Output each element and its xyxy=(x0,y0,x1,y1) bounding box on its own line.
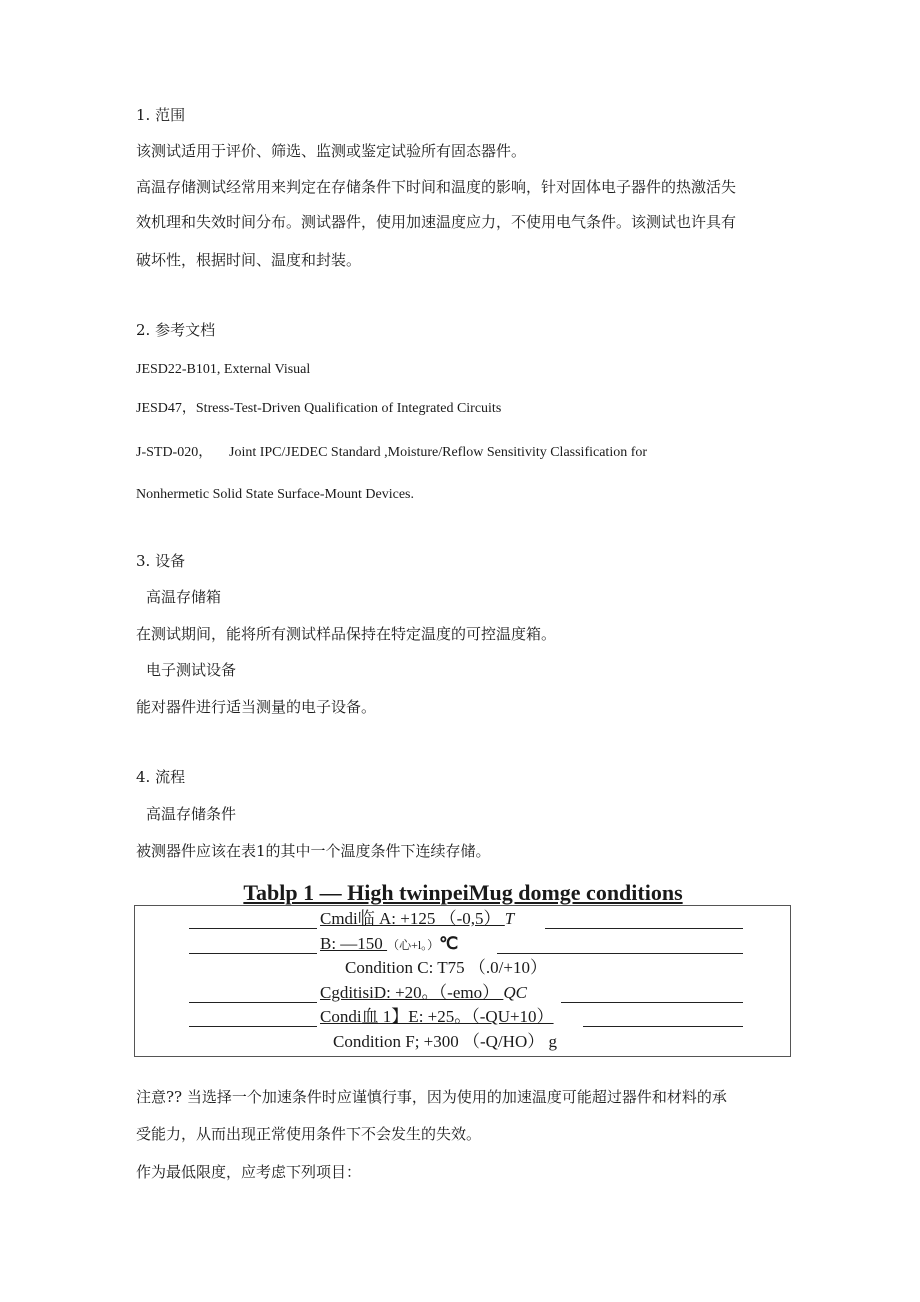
underline xyxy=(189,1002,317,1003)
note-line-1: 注意?? 当选择一个加速条件时应谨慎行事，因为使用的加速温度可能超过器件和材料的承 xyxy=(136,1088,727,1106)
reference-jstd020-title-cont: Nonhermetic Solid State Surface-Mount Devices. xyxy=(136,487,414,502)
reference-jesd47: JESD47，Stress-Test-Driven Qualification of Integrated Circuits xyxy=(136,401,502,416)
underline xyxy=(189,928,317,929)
reference-jstd020-title: Joint IPC/JEDEC Standard ,Moisture/Reflow Sensitivity Classification for xyxy=(229,445,648,460)
section-3-subheading-chamber: 高温存储箱 xyxy=(146,588,222,606)
note-line-3: 作为最低限度，应考虑下列项目： xyxy=(136,1163,362,1181)
section-3-heading: 3. 设备 xyxy=(136,552,186,570)
underline xyxy=(545,928,743,929)
reference-jstd020-code: J-STD-020， xyxy=(136,445,213,460)
section-3-subheading-electronics: 电子测试设备 xyxy=(146,661,237,679)
section-1-paragraph-2-line-1: 高温存储测试经常用来判定在存储条件下时间和温度的影响，针对固体电子器件的热激活失 xyxy=(136,178,737,196)
condition-a-text: Cmdi临 A: +125 （-0,5） xyxy=(320,909,505,928)
section-4-heading: 4. 流程 xyxy=(136,768,186,786)
section-4-subheading: 高温存储条件 xyxy=(146,805,237,823)
table-row xyxy=(345,957,547,979)
condition-a-unit: T xyxy=(504,909,515,928)
condition-f-text: Condition F; +300 （-Q/HO） g xyxy=(333,1032,557,1051)
section-3-paragraph-1: 在测试期间，能将所有测试样品保持在特定温度的可控温度箱。 xyxy=(136,625,557,643)
section-2-heading: 2. 参考文档 xyxy=(136,321,216,339)
condition-b-unit: ℃ xyxy=(439,934,459,953)
note-line-2: 受能力，从而出现正常使用条件下不会发生的失效。 xyxy=(136,1125,482,1143)
table-row xyxy=(320,982,527,1004)
table-row xyxy=(333,1031,557,1053)
table-title: Tablp 1 — High twinpeiMug domge conditions xyxy=(243,880,683,905)
condition-e-text: Condi血 1】E: +25。（-QU+10） xyxy=(320,1007,554,1026)
condition-d-unit: QC xyxy=(503,983,527,1002)
conditions-table xyxy=(134,905,791,1057)
underline xyxy=(561,1002,743,1003)
condition-b-text: B: —150 xyxy=(320,934,388,953)
table-row xyxy=(320,933,458,956)
section-1-paragraph-2-line-3: 破坏性，根据时间、温度和封装。 xyxy=(136,251,362,269)
condition-d-text: CgditisiD: +20。（-emo） xyxy=(320,983,504,1002)
table-row xyxy=(320,1006,554,1028)
section-1-paragraph-2-line-2: 效机理和失效时间分布。测试器件，使用加速温度应力，不使用电气条件。该测试也许具有 xyxy=(136,213,737,231)
underline xyxy=(189,1026,317,1027)
section-3-paragraph-2: 能对器件进行适当测量的电子设备。 xyxy=(136,698,377,716)
underline xyxy=(497,953,743,954)
underline xyxy=(189,953,317,954)
condition-c-text: Condition C: T75 （.0/+10） xyxy=(345,958,547,977)
section-4-paragraph-1: 被测器件应该在表1的其中一个温度条件下连续存储。 xyxy=(136,842,491,860)
reference-jesd22: JESD22-B101, External Visual xyxy=(136,362,311,377)
table-row xyxy=(320,908,514,930)
section-1-paragraph-1: 该测试适用于评价、筛选、监测或鉴定试验所有固态器件。 xyxy=(136,142,527,160)
condition-b-tolerance: （心+l。） xyxy=(387,938,440,952)
underline xyxy=(583,1026,743,1027)
section-1-heading: 1. 范围 xyxy=(136,106,186,124)
